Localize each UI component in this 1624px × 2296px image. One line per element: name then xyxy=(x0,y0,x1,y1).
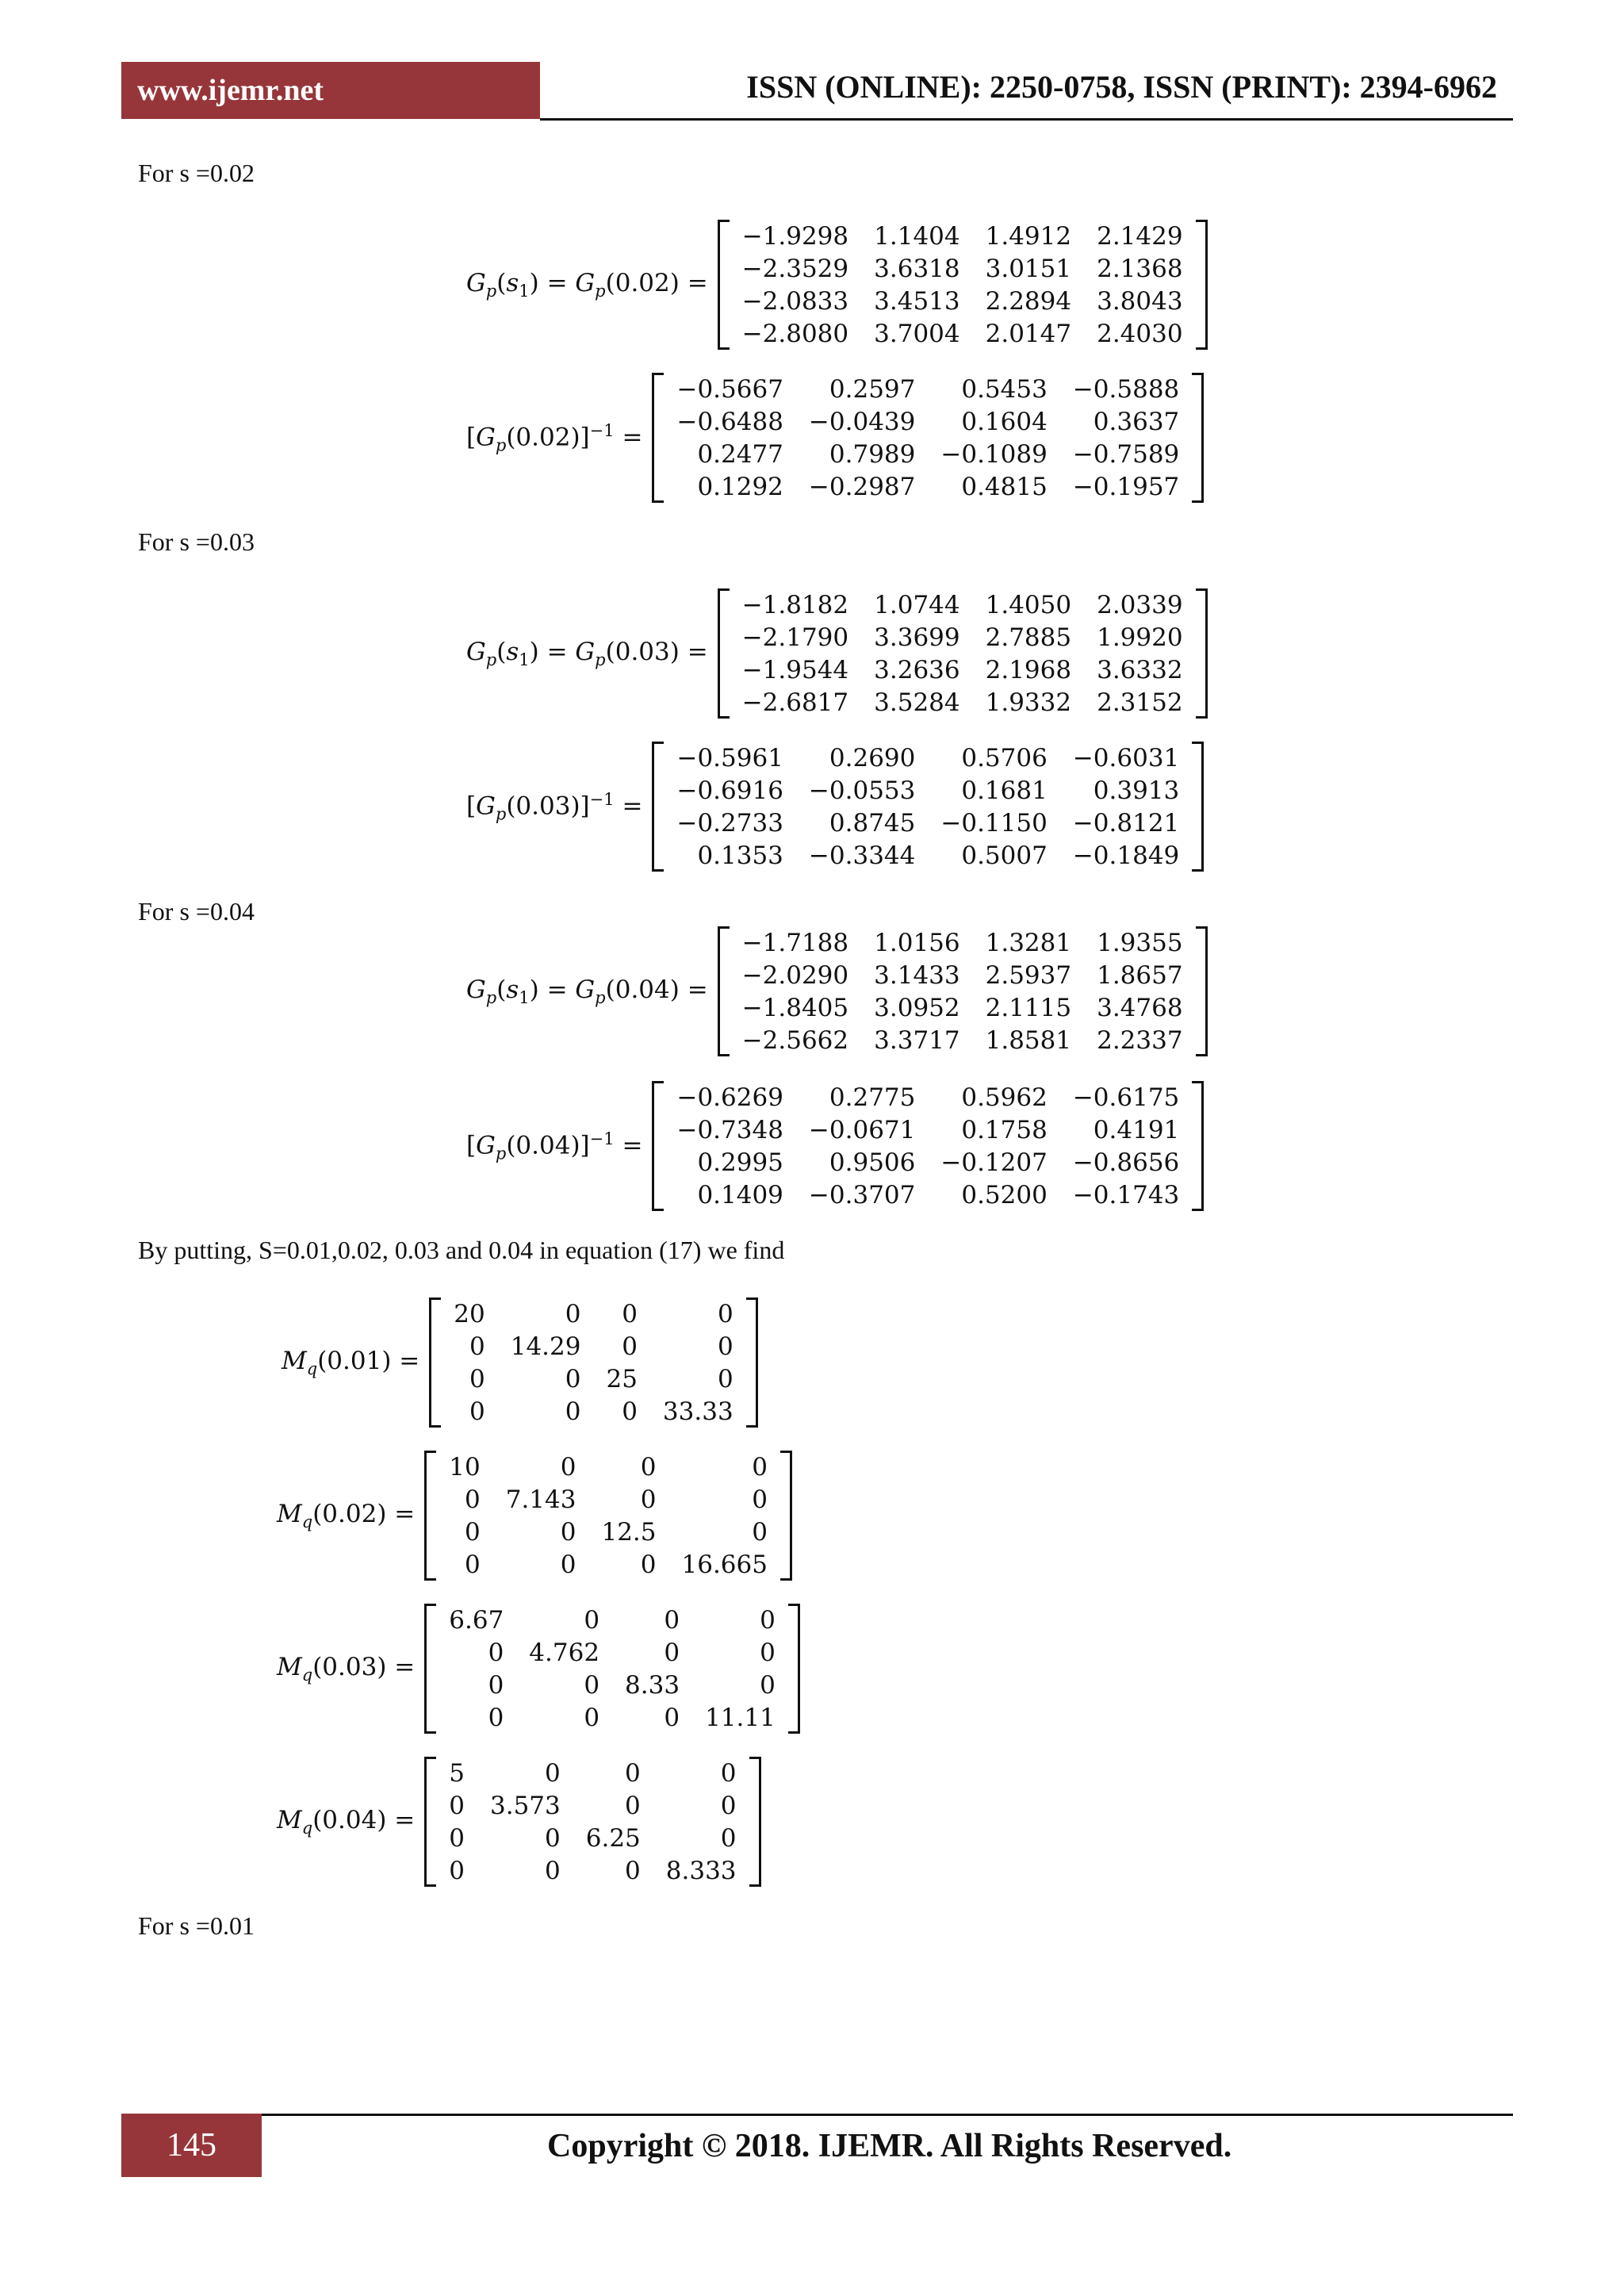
matrix-cell: 0 xyxy=(720,1791,737,1820)
matrix-cell: 1.9920 xyxy=(1097,623,1183,652)
matrix-row xyxy=(441,1395,745,1428)
matrix-right-bracket xyxy=(1196,926,1208,1056)
matrix-cell: 5 xyxy=(449,1758,465,1788)
matrix-row xyxy=(730,926,1196,959)
copyright-notice: Copyright © 2018. IJEMR. All Rights Reserved. xyxy=(547,2128,1232,2164)
matrix-row xyxy=(436,1516,780,1548)
matrix-cell: −0.1957 xyxy=(1072,472,1180,501)
matrix-cell: 8.333 xyxy=(665,1856,737,1885)
matrix-body xyxy=(436,1604,788,1734)
matrix-cell: −1.8405 xyxy=(741,993,849,1022)
matrix-row xyxy=(436,1822,749,1854)
matrix-cell: −0.6916 xyxy=(676,776,783,805)
matrix-row xyxy=(730,686,1196,719)
matrix-cell: 0.5962 xyxy=(961,1083,1048,1112)
matrix-cell: 1.0156 xyxy=(874,928,960,957)
matrix-cell: 0 xyxy=(469,1397,485,1426)
matrix-left-bracket xyxy=(424,1604,436,1734)
matrix-row xyxy=(730,588,1196,621)
matrix-body xyxy=(730,926,1196,1056)
matrix-cell: 0.5200 xyxy=(961,1180,1048,1209)
equation-mq-004 xyxy=(277,1757,761,1887)
matrix-cell: 0 xyxy=(622,1397,638,1426)
matrix-row xyxy=(730,991,1196,1024)
matrix-cell: 4.762 xyxy=(529,1638,600,1667)
matrix-left-bracket xyxy=(718,220,730,350)
matrix-row xyxy=(436,1636,788,1669)
matrix-cell: 0 xyxy=(488,1638,504,1667)
matrix-right-bracket xyxy=(1196,588,1208,719)
matrix-cell: 3.6332 xyxy=(1097,655,1183,684)
matrix-cell: 16.665 xyxy=(681,1550,768,1579)
matrix-row xyxy=(730,252,1196,285)
matrix-row xyxy=(436,1604,788,1636)
matrix-cell: 0.1681 xyxy=(961,776,1048,805)
matrix-row xyxy=(664,839,1192,872)
equation-lhs: $M_q(0.02)$ = xyxy=(277,1499,416,1532)
matrix-cell: 2.1968 xyxy=(985,655,1072,684)
equation-argument: (0.02) xyxy=(506,423,580,452)
matrix-cell: −0.6488 xyxy=(676,407,783,436)
matrix-cell: −2.6817 xyxy=(741,688,849,717)
matrix-cell: 0 xyxy=(622,1332,638,1361)
matrix-row xyxy=(664,774,1192,807)
matrix-cell: 3.2636 xyxy=(874,655,960,684)
matrix-row xyxy=(730,220,1196,252)
matrix-cell: 2.5937 xyxy=(985,960,1072,990)
matrix-cell: 0 xyxy=(752,1485,768,1514)
equation-argument: (0.02) xyxy=(605,268,680,297)
matrix-cell: 3.1433 xyxy=(874,960,960,990)
matrix-cell: 0.2690 xyxy=(829,743,916,772)
matrix xyxy=(652,742,1204,872)
matrix-cell: 6.25 xyxy=(585,1823,641,1853)
matrix-left-bracket xyxy=(652,742,664,872)
equation-argument: (0.04) xyxy=(506,1131,580,1160)
matrix-cell: 0 xyxy=(560,1517,576,1547)
matrix-cell: 2.1115 xyxy=(985,993,1072,1022)
matrix-cell: 0 xyxy=(584,1670,600,1700)
equation-mq-001 xyxy=(282,1297,758,1428)
matrix-row xyxy=(730,959,1196,991)
matrix-cell: −0.2987 xyxy=(808,472,916,501)
equation-argument: (0.03) xyxy=(506,792,580,821)
matrix-cell: 0 xyxy=(720,1758,737,1788)
matrix-cell: 0 xyxy=(625,1758,641,1788)
matrix-cell: 2.1368 xyxy=(1097,254,1183,283)
equation-lhs: $[G_p(0.02)]^{-1}$ = xyxy=(466,420,643,455)
matrix-cell: −0.6269 xyxy=(676,1083,783,1112)
matrix-cell: 0.7989 xyxy=(829,439,916,469)
matrix-cell: 0.2775 xyxy=(829,1083,916,1112)
matrix-cell: −2.1790 xyxy=(741,623,849,652)
matrix-cell: 6.67 xyxy=(449,1605,504,1635)
matrix-cell: 0 xyxy=(640,1550,657,1579)
matrix-cell: 0 xyxy=(760,1605,776,1635)
matrix-cell: 14.29 xyxy=(510,1332,581,1361)
equation-argument: (0.03) xyxy=(605,637,680,666)
matrix-cell: 0 xyxy=(717,1364,733,1393)
matrix-cell: 8.33 xyxy=(625,1670,680,1700)
matrix-cell: 2.2337 xyxy=(1097,1025,1183,1055)
matrix-cell: 0 xyxy=(664,1703,680,1732)
matrix-body xyxy=(441,1297,745,1428)
matrix xyxy=(652,1081,1204,1211)
matrix-cell: 3.4768 xyxy=(1097,993,1183,1022)
matrix-cell: 0 xyxy=(560,1452,576,1481)
matrix-row xyxy=(436,1854,749,1887)
equation-argument: (0.03) xyxy=(312,1652,387,1681)
matrix-cell: −0.6175 xyxy=(1072,1083,1180,1112)
matrix-cell: 3.6318 xyxy=(874,254,960,283)
matrix-cell: 0.8745 xyxy=(829,808,916,838)
matrix-right-bracket xyxy=(749,1757,761,1887)
matrix-cell: −0.3344 xyxy=(808,841,916,870)
matrix-cell: 0 xyxy=(449,1856,465,1885)
equation-lhs: $M_q(0.01)$ = xyxy=(282,1346,420,1379)
matrix-row xyxy=(664,1081,1192,1114)
matrix-cell: 1.9355 xyxy=(1097,928,1183,957)
matrix-row xyxy=(730,1024,1196,1056)
matrix-left-bracket xyxy=(424,1757,436,1887)
matrix-cell: 0 xyxy=(664,1638,680,1667)
matrix-cell: 1.8581 xyxy=(985,1025,1072,1055)
matrix-cell: 0.9506 xyxy=(829,1148,916,1177)
matrix-cell: 0.2597 xyxy=(829,374,916,404)
matrix-cell: 3.4513 xyxy=(874,286,960,316)
matrix-cell: 0.5007 xyxy=(961,841,1048,870)
matrix-row xyxy=(436,1757,749,1789)
matrix-cell: −0.1743 xyxy=(1072,1180,1180,1209)
matrix xyxy=(718,926,1208,1056)
matrix-row xyxy=(664,470,1192,503)
matrix-cell: 0 xyxy=(488,1703,504,1732)
matrix-row xyxy=(730,317,1196,350)
matrix-cell: 0 xyxy=(464,1517,481,1547)
matrix-cell: 0 xyxy=(640,1452,657,1481)
matrix-cell: 0.1604 xyxy=(961,407,1048,436)
matrix-cell: −1.9298 xyxy=(741,221,849,251)
matrix-cell: −0.7589 xyxy=(1072,439,1180,469)
matrix-cell: 0 xyxy=(625,1856,641,1885)
matrix-cell: 0.5706 xyxy=(961,743,1048,772)
matrix-row xyxy=(730,654,1196,686)
matrix-row xyxy=(664,1146,1192,1179)
matrix-cell: 2.0147 xyxy=(985,319,1072,348)
equation-gp-002 xyxy=(466,220,1208,350)
equation-lhs: $[G_p(0.03)]^{-1}$ = xyxy=(466,789,643,824)
matrix-cell: 11.11 xyxy=(705,1703,776,1732)
matrix-cell: 10 xyxy=(449,1452,481,1481)
matrix-cell: 0 xyxy=(625,1791,641,1820)
matrix-cell: 2.4030 xyxy=(1097,319,1183,348)
matrix-cell: −0.6031 xyxy=(1072,743,1180,772)
matrix-cell: 0.4815 xyxy=(961,472,1048,501)
matrix-row xyxy=(436,1483,780,1516)
matrix-cell: 0 xyxy=(760,1638,776,1667)
matrix-row xyxy=(664,1114,1192,1146)
header-rule xyxy=(540,118,1513,121)
matrix-cell: 0 xyxy=(464,1485,481,1514)
matrix-cell: 0 xyxy=(752,1517,768,1547)
matrix-left-bracket xyxy=(652,373,664,503)
matrix-right-bracket xyxy=(746,1297,758,1428)
matrix-cell: 0 xyxy=(584,1703,600,1732)
matrix-cell: 0 xyxy=(622,1299,638,1328)
matrix xyxy=(424,1451,792,1581)
matrix-cell: 0 xyxy=(545,1823,561,1853)
matrix-cell: −0.3707 xyxy=(808,1180,916,1209)
matrix-cell: 3.3699 xyxy=(874,623,960,652)
equation-lhs: $G_p(s_1) = G_p(0.03)$ = xyxy=(466,637,708,670)
equation-argument: (0.04) xyxy=(605,975,680,1004)
matrix-body xyxy=(436,1451,780,1581)
matrix-cell: 3.3717 xyxy=(874,1025,960,1055)
matrix-cell: 0 xyxy=(752,1452,768,1481)
matrix-cell: 0 xyxy=(760,1670,776,1700)
matrix-cell: 0 xyxy=(545,1758,561,1788)
matrix-cell: 0.1758 xyxy=(961,1115,1048,1144)
matrix xyxy=(652,373,1204,503)
matrix xyxy=(429,1297,757,1428)
matrix-cell: 3.0952 xyxy=(874,993,960,1022)
matrix-row xyxy=(436,1548,780,1581)
matrix-cell: 25 xyxy=(606,1364,638,1393)
matrix-cell: −0.5961 xyxy=(676,743,783,772)
matrix-body xyxy=(730,220,1196,350)
matrix-cell: 0 xyxy=(584,1605,600,1635)
matrix-cell: −2.5662 xyxy=(741,1025,849,1055)
matrix-cell: −0.8656 xyxy=(1072,1148,1180,1177)
matrix-cell: 3.7004 xyxy=(874,319,960,348)
paragraph-putting: By putting, S=0.01,0.02, 0.03 and 0.04 in equation (17) we find xyxy=(138,1236,785,1264)
paragraph-s003: For s =0.03 xyxy=(138,527,255,556)
matrix-cell: −0.1207 xyxy=(940,1148,1048,1177)
matrix-left-bracket xyxy=(718,588,730,719)
matrix-cell: 0.1409 xyxy=(697,1180,783,1209)
matrix-cell: 1.8657 xyxy=(1097,960,1183,990)
matrix-row xyxy=(664,807,1192,839)
equation-gp-inverse-002 xyxy=(466,373,1204,503)
equation-lhs: $M_q(0.03)$ = xyxy=(277,1652,416,1685)
matrix-body xyxy=(730,588,1196,719)
matrix-right-bracket xyxy=(1192,1081,1204,1211)
matrix-cell: 3.573 xyxy=(490,1791,561,1820)
matrix-row xyxy=(664,373,1192,405)
matrix-cell: 0.5453 xyxy=(961,374,1048,404)
matrix-left-bracket xyxy=(424,1451,436,1581)
matrix-cell: 3.5284 xyxy=(874,688,960,717)
equation-lhs: $G_p(s_1) = G_p(0.04)$ = xyxy=(466,975,708,1008)
matrix-row xyxy=(441,1363,745,1395)
matrix-cell: 0 xyxy=(545,1856,561,1885)
matrix-cell: −2.0833 xyxy=(741,286,849,316)
matrix-cell: 2.2894 xyxy=(985,286,1072,316)
matrix-cell: −0.1150 xyxy=(940,808,1048,838)
matrix-cell: 0 xyxy=(664,1605,680,1635)
matrix-cell: −0.7348 xyxy=(676,1115,783,1144)
matrix-cell: 0 xyxy=(469,1332,485,1361)
matrix-cell: 0 xyxy=(720,1823,737,1853)
matrix-cell: 1.3281 xyxy=(985,928,1072,957)
matrix-left-bracket xyxy=(718,926,730,1056)
matrix-row xyxy=(436,1789,749,1822)
matrix-row xyxy=(441,1330,745,1363)
equation-gp-inverse-003 xyxy=(466,742,1204,872)
matrix-cell: −0.0439 xyxy=(808,407,916,436)
matrix-cell: −0.1849 xyxy=(1072,841,1180,870)
matrix-cell: 2.3152 xyxy=(1097,688,1183,717)
matrix-cell: 0.3637 xyxy=(1093,407,1180,436)
equation-argument: (0.01) xyxy=(317,1346,392,1375)
matrix-body xyxy=(436,1757,749,1887)
paragraph-s002: For s =0.02 xyxy=(138,159,255,187)
matrix-cell: 0 xyxy=(449,1823,465,1853)
equation-mq-002 xyxy=(277,1451,792,1581)
matrix-cell: 0 xyxy=(469,1364,485,1393)
matrix-row xyxy=(730,285,1196,317)
equation-lhs: $M_q(0.04)$ = xyxy=(277,1805,416,1838)
matrix-right-bracket xyxy=(780,1451,792,1581)
matrix-cell: −0.5888 xyxy=(1072,374,1180,404)
matrix-cell: 1.1404 xyxy=(874,221,960,251)
matrix-cell: 3.8043 xyxy=(1097,286,1183,316)
matrix-cell: 20 xyxy=(454,1299,485,1328)
matrix-cell: 33.33 xyxy=(662,1397,733,1426)
matrix-cell: 0 xyxy=(488,1670,504,1700)
matrix-cell: 0.2477 xyxy=(697,439,783,469)
footer-rule xyxy=(262,2114,1513,2116)
equation-lhs: $G_p(s_1) = G_p(0.02)$ = xyxy=(466,268,708,301)
page-number: 145 xyxy=(121,2114,262,2177)
matrix-row xyxy=(664,405,1192,438)
paragraph-s004: For s =0.04 xyxy=(138,897,255,926)
matrix-cell: −0.1089 xyxy=(940,439,1048,469)
matrix-cell: 0 xyxy=(717,1299,733,1328)
issn-label: ISSN (ONLINE): 2250-0758, ISSN (PRINT): 2394-6962 xyxy=(746,69,1497,105)
matrix-cell: 0.1353 xyxy=(697,841,783,870)
equation-lhs: $[G_p(0.04)]^{-1}$ = xyxy=(466,1129,643,1163)
matrix-cell: −0.8121 xyxy=(1072,808,1180,838)
matrix-cell: 1.9332 xyxy=(985,688,1072,717)
matrix-body xyxy=(664,373,1192,503)
matrix-cell: −1.9544 xyxy=(741,655,849,684)
matrix-cell: 0 xyxy=(464,1550,481,1579)
matrix-cell: 12.5 xyxy=(601,1517,657,1547)
matrix-cell: 1.4050 xyxy=(985,590,1072,619)
matrix-cell: 0 xyxy=(717,1332,733,1361)
matrix-cell: 0.2995 xyxy=(697,1148,783,1177)
matrix-cell: 1.4912 xyxy=(985,221,1072,251)
matrix-left-bracket xyxy=(429,1297,441,1428)
matrix-body xyxy=(664,1081,1192,1211)
matrix-row xyxy=(441,1297,745,1330)
matrix-row xyxy=(664,438,1192,470)
equation-mq-003 xyxy=(277,1604,800,1734)
paragraph-s001: For s =0.01 xyxy=(138,1911,255,1940)
matrix-cell: 1.0744 xyxy=(874,590,960,619)
matrix-right-bracket xyxy=(1192,373,1204,503)
matrix-cell: 2.0339 xyxy=(1097,590,1183,619)
equation-gp-inverse-004 xyxy=(466,1081,1204,1211)
matrix-cell: 0 xyxy=(640,1485,657,1514)
matrix-cell: −2.3529 xyxy=(741,254,849,283)
matrix-body xyxy=(664,742,1192,872)
matrix-row xyxy=(436,1451,780,1483)
matrix-row xyxy=(730,621,1196,654)
equation-gp-004 xyxy=(466,926,1208,1056)
matrix-row xyxy=(436,1701,788,1734)
matrix-cell: 2.7885 xyxy=(985,623,1072,652)
matrix-right-bracket xyxy=(1196,220,1208,350)
matrix-cell: −0.2733 xyxy=(676,808,783,838)
matrix-cell: 0 xyxy=(560,1550,576,1579)
matrix xyxy=(718,220,1208,350)
matrix-cell: 0.3913 xyxy=(1093,776,1180,805)
matrix-row xyxy=(664,742,1192,774)
matrix-cell: 0 xyxy=(565,1299,581,1328)
equation-argument: (0.04) xyxy=(312,1805,387,1834)
matrix-cell: −0.0671 xyxy=(808,1115,916,1144)
matrix-cell: 2.1429 xyxy=(1097,221,1183,251)
matrix-row xyxy=(436,1669,788,1701)
matrix-cell: 0.1292 xyxy=(697,472,783,501)
matrix-cell: 3.0151 xyxy=(985,254,1072,283)
matrix-left-bracket xyxy=(652,1081,664,1211)
matrix-cell: 0 xyxy=(565,1397,581,1426)
matrix-cell: −2.0290 xyxy=(741,960,849,990)
matrix xyxy=(718,588,1208,719)
matrix xyxy=(424,1757,760,1887)
matrix-cell: −0.5667 xyxy=(676,374,783,404)
matrix-cell: 7.143 xyxy=(505,1485,576,1514)
matrix-cell: 0 xyxy=(565,1364,581,1393)
matrix-cell: 0 xyxy=(449,1791,465,1820)
matrix-cell: −2.8080 xyxy=(741,319,849,348)
matrix xyxy=(424,1604,800,1734)
matrix-right-bracket xyxy=(788,1604,800,1734)
equation-gp-003 xyxy=(466,588,1208,719)
journal-site-label: www.ijemr.net xyxy=(121,62,540,119)
matrix-cell: 0.4191 xyxy=(1093,1115,1180,1144)
matrix-cell: −1.7188 xyxy=(741,928,849,957)
matrix-cell: −0.0553 xyxy=(808,776,916,805)
matrix-cell: −1.8182 xyxy=(741,590,849,619)
matrix-row xyxy=(664,1179,1192,1211)
equation-argument: (0.02) xyxy=(312,1499,387,1528)
matrix-right-bracket xyxy=(1192,742,1204,872)
